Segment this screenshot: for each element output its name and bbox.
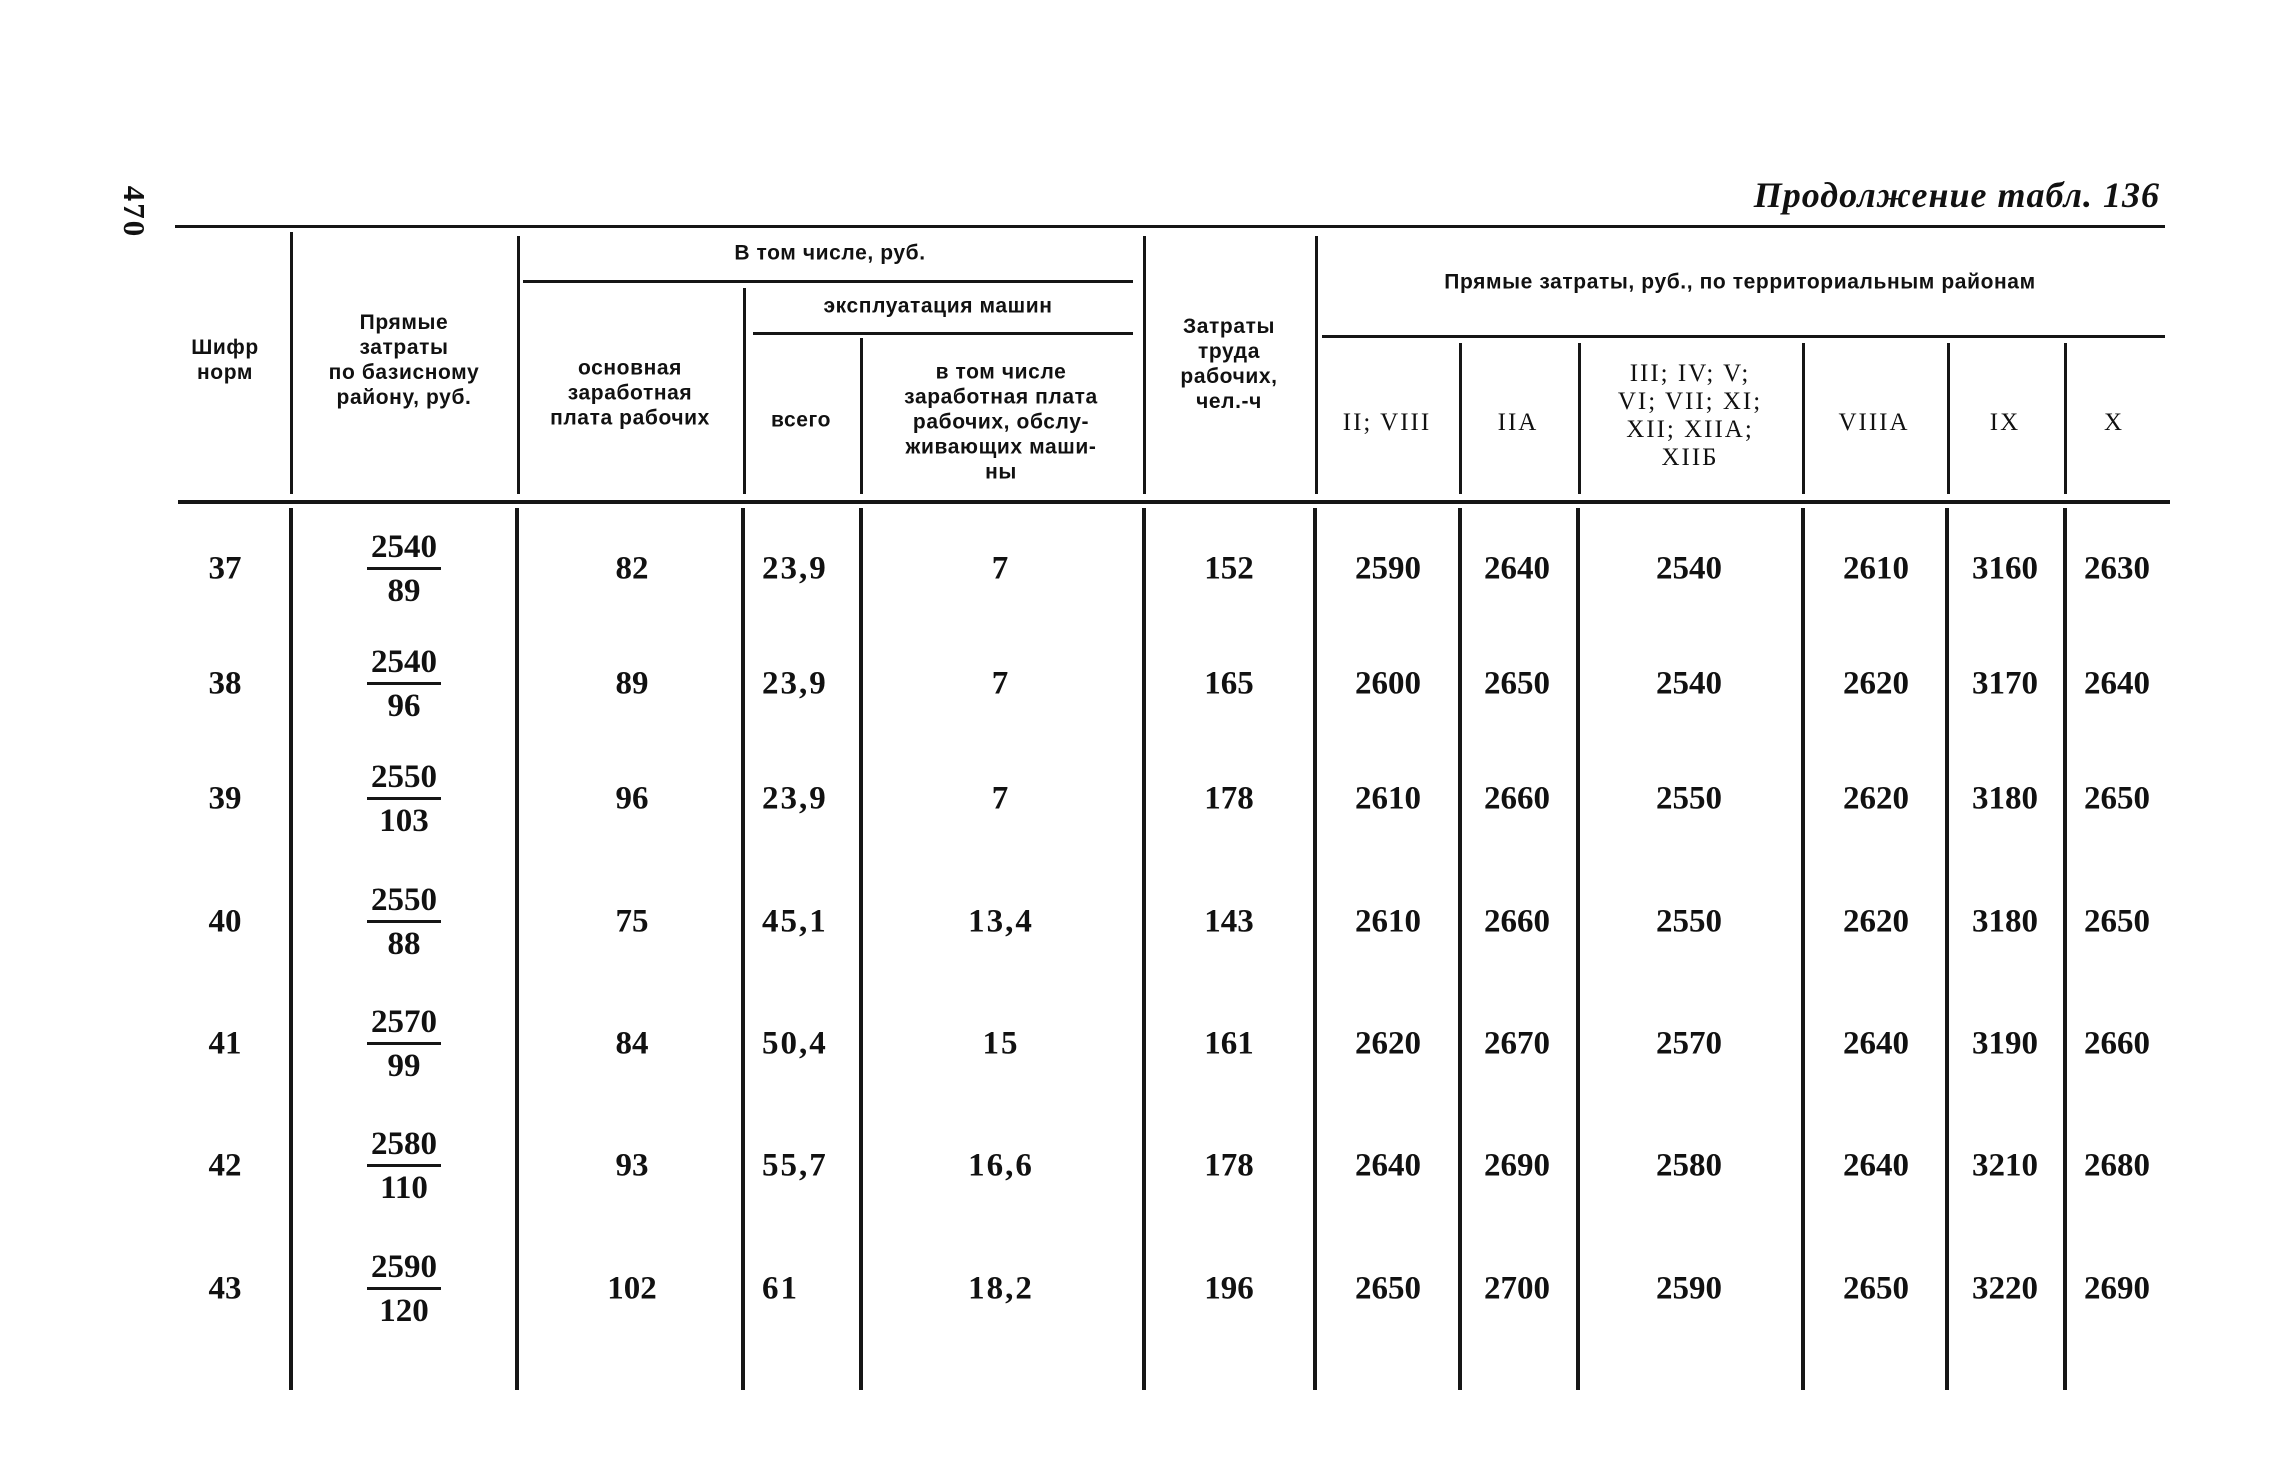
cell-wage: 89 bbox=[615, 665, 649, 702]
header-machines-wage-line: ны bbox=[985, 460, 1017, 484]
cell-region-viiia: 2650 bbox=[1843, 1270, 1909, 1307]
header-labor-line: Затраты bbox=[1182, 315, 1276, 338]
cell-machines-wage: 15 bbox=[982, 1025, 1020, 1062]
cell-code: 40 bbox=[208, 903, 242, 940]
cell-wage: 93 bbox=[615, 1147, 649, 1184]
header-base-cost-line: затраты bbox=[359, 336, 449, 359]
cell-wage: 84 bbox=[615, 1025, 649, 1062]
cell-labor: 165 bbox=[1204, 665, 1254, 702]
cell-region-viiia: 2620 bbox=[1843, 903, 1909, 940]
cell-code: 43 bbox=[208, 1270, 242, 1307]
header-divider bbox=[1578, 343, 1581, 494]
cell-machines-wage: 7 bbox=[991, 665, 1011, 702]
header-region-line: XII; XIIA; bbox=[1626, 416, 1754, 443]
table-row bbox=[0, 999, 2294, 1089]
cell-labor: 178 bbox=[1204, 780, 1254, 817]
cell-region-viiia: 2620 bbox=[1843, 665, 1909, 702]
base-cost-value: 2550 bbox=[371, 759, 437, 795]
base-wages-value: 96 bbox=[387, 688, 421, 724]
cell-region-iia: 2670 bbox=[1484, 1025, 1550, 1062]
cell-region-ii-viii: 2610 bbox=[1355, 903, 1421, 940]
cell-region-iia: 2660 bbox=[1484, 903, 1550, 940]
header-wage bbox=[550, 356, 710, 431]
header-code-line: норм bbox=[197, 361, 253, 384]
cell-wage: 75 bbox=[615, 903, 649, 940]
fraction-bar bbox=[367, 797, 441, 800]
cell-base-cost-fraction bbox=[367, 529, 441, 609]
cell-region-x: 2680 bbox=[2084, 1147, 2150, 1184]
header-bottom-rule bbox=[178, 500, 2170, 504]
base-wages-value: 99 bbox=[387, 1048, 421, 1084]
cell-base-cost-fraction bbox=[367, 1004, 441, 1084]
header-region-line: IX bbox=[1989, 409, 2021, 436]
cell-labor: 143 bbox=[1204, 903, 1254, 940]
cell-code: 42 bbox=[208, 1147, 242, 1184]
cell-machines-total: 50,4 bbox=[762, 1025, 828, 1062]
base-wages-value: 103 bbox=[379, 803, 429, 839]
cell-code: 38 bbox=[208, 665, 242, 702]
cell-region-x: 2650 bbox=[2084, 903, 2150, 940]
cell-base-cost-fraction bbox=[367, 882, 441, 962]
cell-region-ix: 3180 bbox=[1972, 780, 2038, 817]
header-region-line: II; VIII bbox=[1342, 409, 1432, 436]
cell-labor: 178 bbox=[1204, 1147, 1254, 1184]
cell-machines-wage: 16,6 bbox=[968, 1147, 1034, 1184]
cell-region-iii-xiib: 2590 bbox=[1656, 1270, 1722, 1307]
header-divider bbox=[1143, 236, 1146, 494]
cell-region-iii-xiib: 2550 bbox=[1656, 903, 1722, 940]
base-wages-value: 120 bbox=[379, 1293, 429, 1329]
cell-region-iia: 2660 bbox=[1484, 780, 1550, 817]
cell-region-iii-xiib: 2580 bbox=[1656, 1147, 1722, 1184]
cell-machines-total: 23,9 bbox=[762, 665, 828, 702]
cell-region-iii-xiib: 2570 bbox=[1656, 1025, 1722, 1062]
cell-region-ii-viii: 2590 bbox=[1355, 550, 1421, 587]
header-labor-line: рабочих, bbox=[1180, 365, 1278, 388]
cell-region-ix: 3170 bbox=[1972, 665, 2038, 702]
cell-base-cost-fraction bbox=[367, 1126, 441, 1206]
base-cost-value: 2590 bbox=[371, 1249, 437, 1285]
cell-region-viiia: 2620 bbox=[1843, 780, 1909, 817]
header-labor-line: труда bbox=[1197, 340, 1261, 363]
cell-wage: 102 bbox=[607, 1270, 657, 1307]
header-divider bbox=[1802, 343, 1805, 494]
fraction-bar bbox=[367, 920, 441, 923]
cell-region-viiia: 2640 bbox=[1843, 1025, 1909, 1062]
header-wage-line: заработная bbox=[567, 381, 693, 405]
cell-region-x: 2630 bbox=[2084, 550, 2150, 587]
header-region-line: X bbox=[2103, 409, 2125, 436]
header-divider bbox=[2064, 343, 2067, 494]
cell-machines-wage: 7 bbox=[991, 780, 1011, 817]
header-region-viiia bbox=[1838, 409, 1909, 437]
machines-group-underline bbox=[753, 332, 1133, 335]
table-row bbox=[0, 754, 2294, 844]
cell-region-ii-viii: 2650 bbox=[1355, 1270, 1421, 1307]
base-cost-value: 2550 bbox=[371, 882, 437, 918]
cell-region-x: 2660 bbox=[2084, 1025, 2150, 1062]
base-wages-value: 88 bbox=[387, 926, 421, 962]
cell-wage: 96 bbox=[615, 780, 649, 817]
cell-region-iii-xiib: 2540 bbox=[1656, 665, 1722, 702]
header-region-iii-xiib bbox=[1618, 360, 1762, 472]
header-machines-wage-line: живающих маши- bbox=[905, 435, 1097, 459]
cell-region-ix: 3210 bbox=[1972, 1147, 2038, 1184]
header-region-line: VIIIA bbox=[1838, 409, 1910, 436]
cell-labor: 196 bbox=[1204, 1270, 1254, 1307]
base-cost-value: 2540 bbox=[371, 529, 437, 565]
cell-region-iii-xiib: 2540 bbox=[1656, 550, 1722, 587]
table-row bbox=[0, 877, 2294, 967]
cell-region-x: 2640 bbox=[2084, 665, 2150, 702]
cell-region-viiia: 2640 bbox=[1843, 1147, 1909, 1184]
base-cost-value: 2540 bbox=[371, 644, 437, 680]
cell-region-iia: 2640 bbox=[1484, 550, 1550, 587]
fraction-bar bbox=[367, 567, 441, 570]
cell-base-cost-fraction bbox=[367, 1249, 441, 1329]
header-region-line: XIIБ bbox=[1661, 444, 1719, 471]
header-divider bbox=[860, 338, 863, 494]
cell-base-cost-fraction bbox=[367, 644, 441, 724]
cell-region-ii-viii: 2620 bbox=[1355, 1025, 1421, 1062]
header-region-line: IIA bbox=[1497, 409, 1539, 436]
header-including-group: В том числе, руб. bbox=[734, 241, 926, 265]
cell-region-ix: 3180 bbox=[1972, 903, 2038, 940]
cell-machines-wage: 18,2 bbox=[968, 1270, 1034, 1307]
base-cost-value: 2570 bbox=[371, 1004, 437, 1040]
header-region-x bbox=[2104, 409, 2124, 437]
cell-labor: 152 bbox=[1204, 550, 1254, 587]
cell-machines-total: 45,1 bbox=[762, 903, 828, 940]
cell-machines-total: 23,9 bbox=[762, 780, 828, 817]
cell-region-ii-viii: 2610 bbox=[1355, 780, 1421, 817]
including-group-underline bbox=[523, 280, 1133, 283]
base-wages-value: 89 bbox=[387, 573, 421, 609]
table-row bbox=[0, 639, 2294, 729]
base-wages-value: 110 bbox=[380, 1170, 428, 1206]
header-labor bbox=[1180, 314, 1277, 414]
header-labor-line: чел.-ч bbox=[1196, 390, 1262, 413]
header-divider bbox=[1947, 343, 1950, 494]
regions-group-underline bbox=[1322, 335, 2165, 338]
cell-region-x: 2650 bbox=[2084, 780, 2150, 817]
cell-region-iii-xiib: 2550 bbox=[1656, 780, 1722, 817]
table-row bbox=[0, 1244, 2294, 1334]
header-base-cost-line: Прямые bbox=[359, 311, 449, 334]
header-divider bbox=[290, 232, 293, 494]
header-region-iia bbox=[1498, 409, 1539, 437]
base-cost-value: 2580 bbox=[371, 1126, 437, 1162]
cell-region-ix: 3220 bbox=[1972, 1270, 2038, 1307]
header-region-ix bbox=[1990, 409, 2020, 437]
header-machines-total: всего bbox=[770, 408, 832, 432]
cell-code: 41 bbox=[208, 1025, 242, 1062]
cell-region-ix: 3190 bbox=[1972, 1025, 2038, 1062]
header-machines-wage bbox=[904, 360, 1098, 485]
cell-code: 39 bbox=[208, 780, 242, 817]
header-divider bbox=[743, 288, 746, 494]
cell-region-ix: 3160 bbox=[1972, 550, 2038, 587]
cell-region-iia: 2650 bbox=[1484, 665, 1550, 702]
fraction-bar bbox=[367, 682, 441, 685]
fraction-bar bbox=[367, 1164, 441, 1167]
cell-region-iia: 2700 bbox=[1484, 1270, 1550, 1307]
fraction-bar bbox=[367, 1287, 441, 1290]
header-code bbox=[191, 335, 259, 385]
header-machines-wage-line: заработная плата bbox=[904, 385, 1098, 409]
header-region-line: III; IV; V; bbox=[1629, 360, 1751, 387]
cell-region-ii-viii: 2640 bbox=[1355, 1147, 1421, 1184]
cell-machines-total: 61 bbox=[762, 1270, 799, 1307]
cell-machines-wage: 13,4 bbox=[968, 903, 1034, 940]
header-divider bbox=[1315, 236, 1318, 494]
table-caption: Продолжение табл. 136 bbox=[1753, 175, 2160, 215]
cell-machines-total: 23,9 bbox=[762, 550, 828, 587]
header-regions-group: Прямые затраты, руб., по территориальным районам bbox=[1444, 270, 2036, 294]
header-machines-wage-line: в том числе bbox=[935, 360, 1067, 384]
table-row bbox=[0, 524, 2294, 614]
header-divider bbox=[517, 236, 520, 494]
cell-code: 37 bbox=[208, 550, 242, 587]
fraction-bar bbox=[367, 1042, 441, 1045]
header-wage-line: плата рабочих bbox=[550, 406, 710, 430]
cell-region-iia: 2690 bbox=[1484, 1147, 1550, 1184]
cell-wage: 82 bbox=[615, 550, 649, 587]
cell-region-x: 2690 bbox=[2084, 1270, 2150, 1307]
header-machines-wage-line: рабочих, обслу- bbox=[912, 410, 1090, 434]
table-top-rule bbox=[175, 225, 2165, 228]
header-region-line: VI; VII; XI; bbox=[1617, 388, 1763, 415]
cell-region-viiia: 2610 bbox=[1843, 550, 1909, 587]
table-row bbox=[0, 1121, 2294, 1211]
header-base-cost bbox=[329, 310, 480, 410]
cell-base-cost-fraction bbox=[367, 759, 441, 839]
header-machines-group: эксплуатация машин bbox=[823, 294, 1053, 318]
header-base-cost-line: по базисному bbox=[328, 361, 480, 384]
cell-machines-total: 55,7 bbox=[762, 1147, 828, 1184]
header-divider bbox=[1459, 343, 1462, 494]
header-code-line: Шифр bbox=[191, 336, 259, 359]
cell-labor: 161 bbox=[1204, 1025, 1254, 1062]
header-wage-line: основная bbox=[577, 356, 683, 380]
cell-region-ii-viii: 2600 bbox=[1355, 665, 1421, 702]
header-base-cost-line: району, руб. bbox=[336, 386, 472, 409]
page-number: 470 bbox=[117, 185, 152, 239]
cell-machines-wage: 7 bbox=[991, 550, 1011, 587]
header-region-ii-viii bbox=[1343, 409, 1431, 437]
